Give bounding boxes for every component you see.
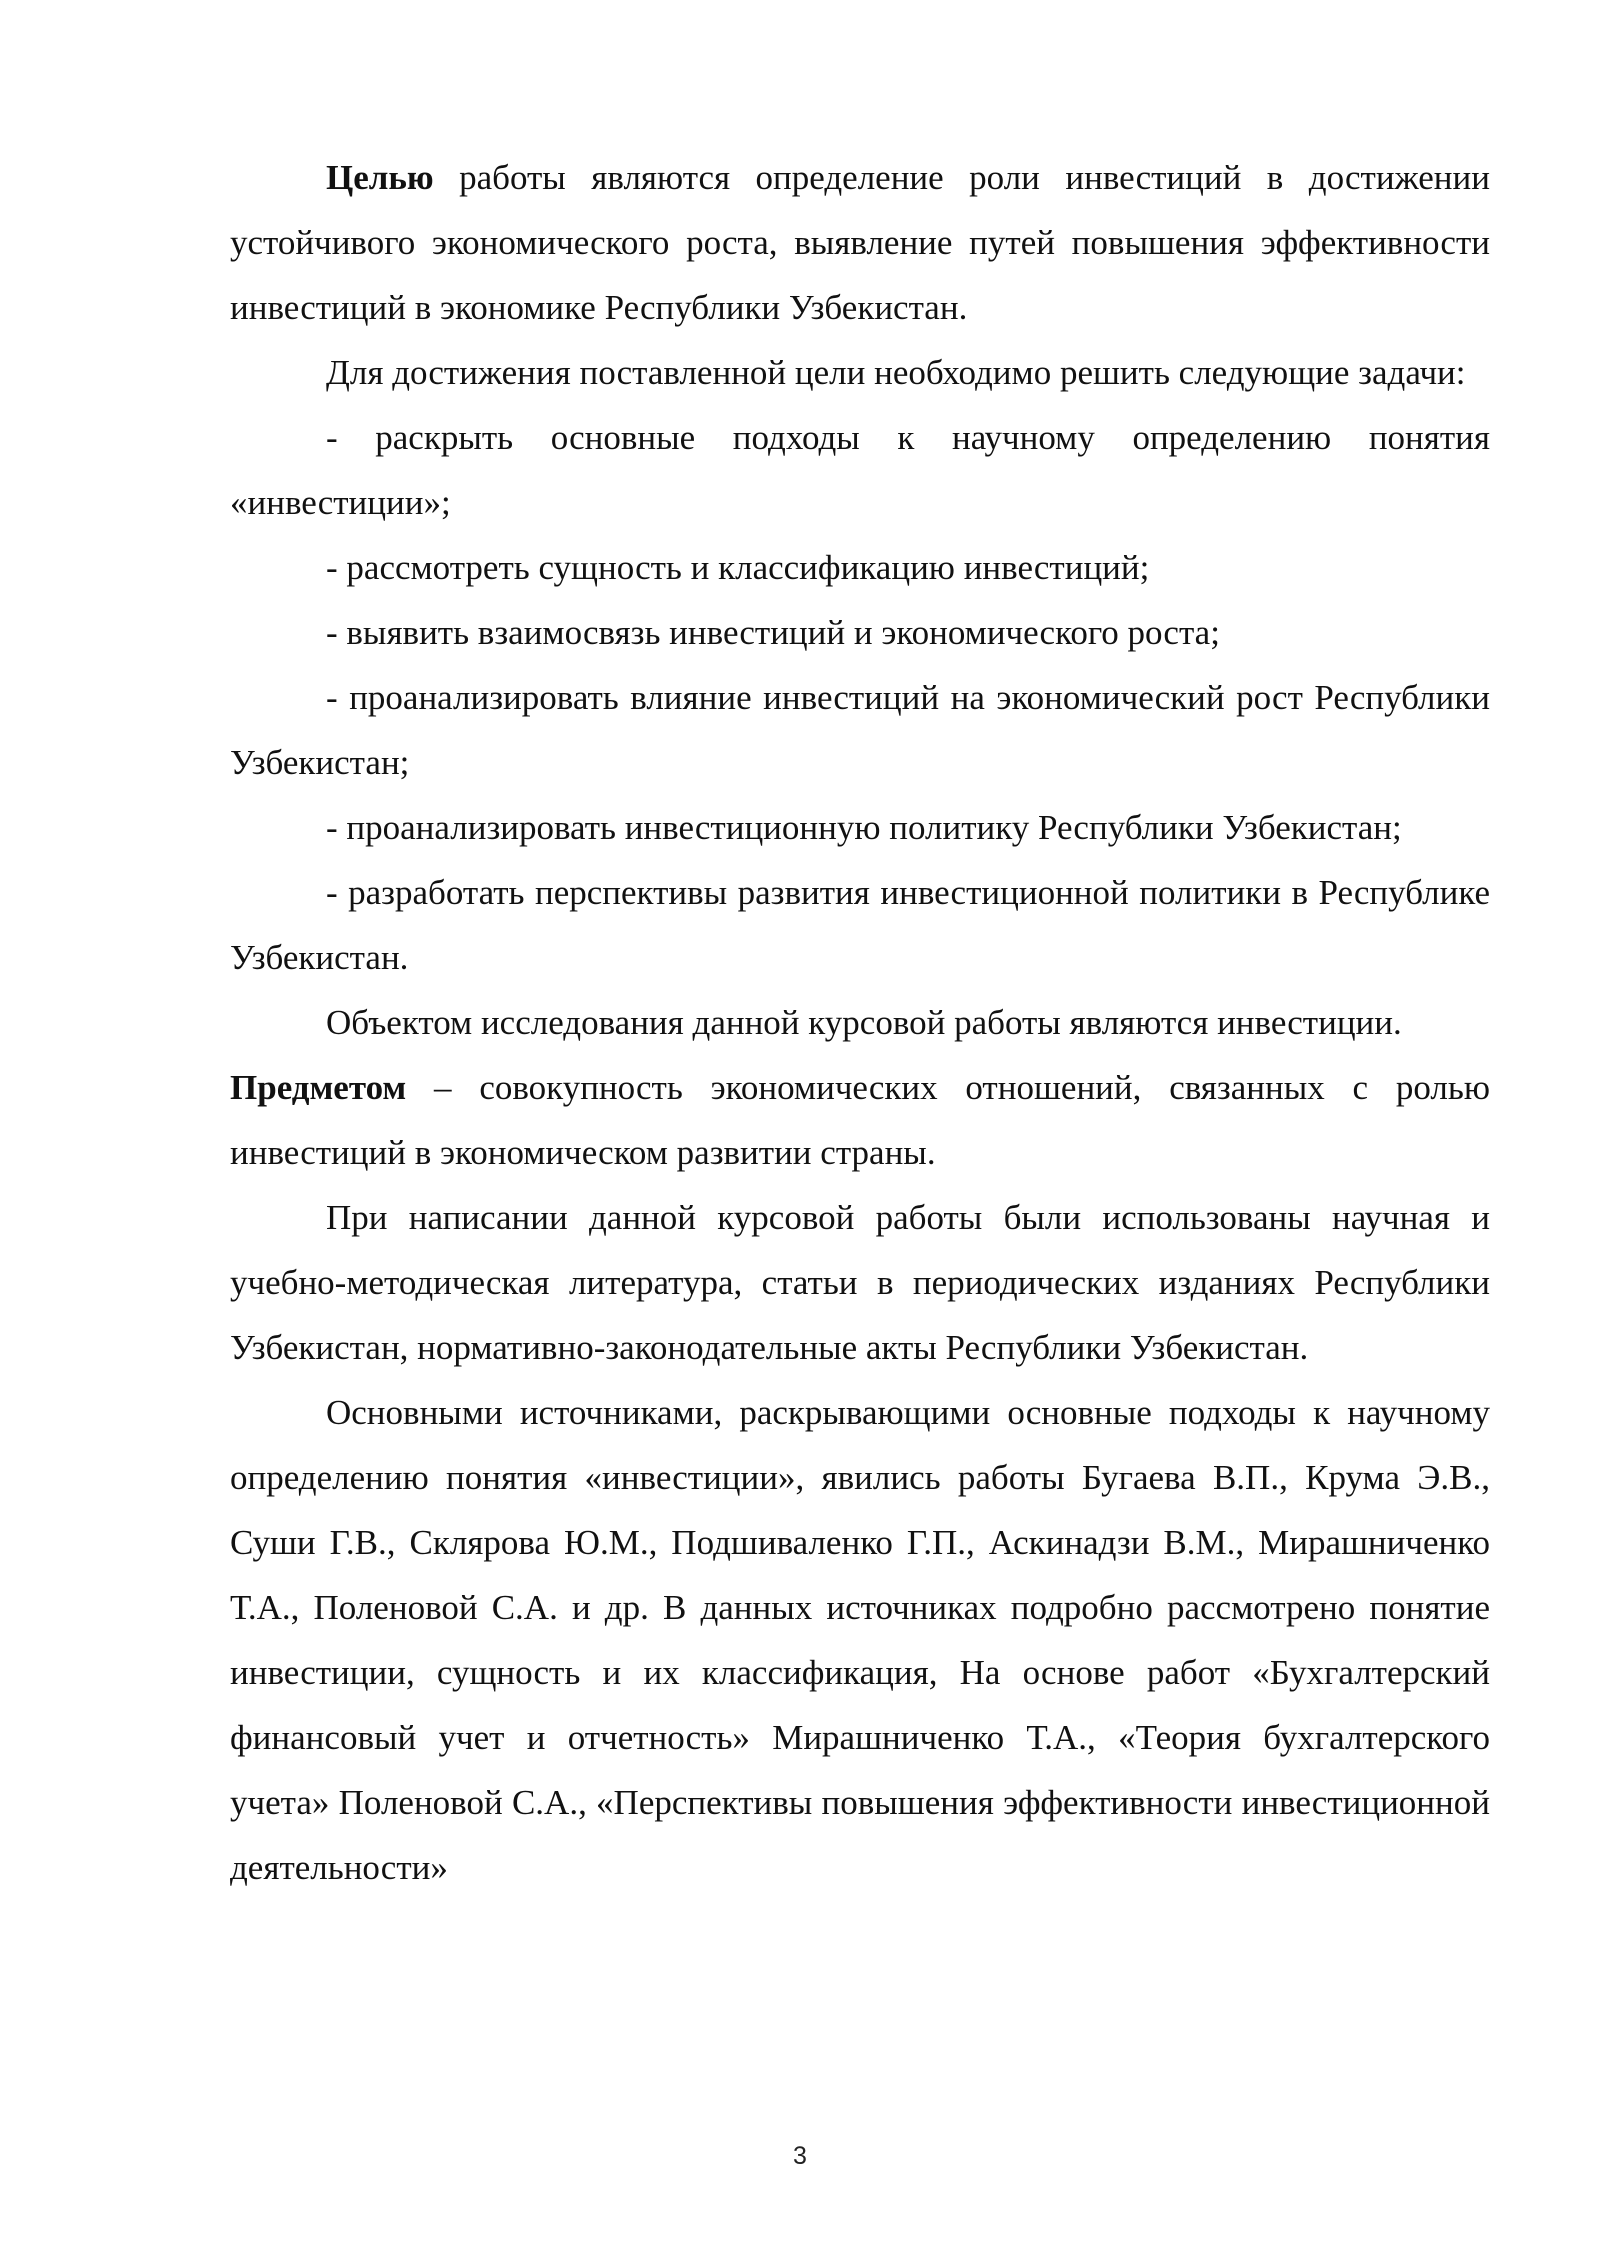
task-item: - раскрыть основные подходы к научному определению понятия «инвестиции»; xyxy=(230,418,1490,522)
goal-lead-bold: Целью xyxy=(326,158,434,197)
paragraph-goal xyxy=(230,145,1490,340)
task-item: - разработать перспективы развития инвестиционной политики в Республике Узбекистан. xyxy=(230,873,1490,977)
body-text xyxy=(230,145,1490,1900)
paragraph-tasks-intro: Для достижения поставленной цели необходимо решить следующие задачи: xyxy=(326,353,1466,392)
task-item: - рассмотреть сущность и классификацию инвестиций; xyxy=(326,548,1150,587)
paragraph-sources: При написании данной курсовой работы были использованы научная и учебно-методическая литература, статьи в периодических изданиях Республики Узбекистан, нормативно-законодательные акты Республики Узбекистан. xyxy=(230,1198,1490,1367)
paragraph-object: Объектом исследования данной курсовой работы являются инвестиции. xyxy=(326,1003,1402,1042)
task-item: - проанализировать влияние инвестиций на экономический рост Республики Узбекистан; xyxy=(230,678,1490,782)
subject-lead-bold: Предметом xyxy=(230,1068,407,1107)
task-item: - выявить взаимосвязь инвестиций и экономического роста; xyxy=(326,613,1220,652)
subject-text: – совокупность экономических отношений, связанных с ролью инвестиций в экономическом развитии страны. xyxy=(230,1068,1490,1172)
paragraph-subject xyxy=(230,1055,1490,1185)
paragraph-main-sources: Основными источниками, раскрывающими основные подходы к научному определению понятия «инвестиции», явились работы Бугаева В.П., Крума Э.В., Суши Г.В., Склярова Ю.М., Подшиваленко Г.П., Аскинадзи В.М., Мирашниченко Т.А., Поленовой С.А. и др. В данных источниках подробно рассмотрено понятие инвестиции, сущность и их классификация, На основе работ «Бухгалтерский финансовый учет и отчетность» Мирашниченко Т.А., «Теория бухгалтерского учета» Поленовой С.А., «Перспективы повышения эффективности инвестиционной деятельности» xyxy=(230,1393,1490,1887)
page-number: 3 xyxy=(793,2142,807,2170)
task-item: - проанализировать инвестиционную политику Республики Узбекистан; xyxy=(326,808,1402,847)
goal-text: работы являются определение роли инвестиций в достижении устойчивого экономического роста, выявление путей повышения эффективности инвестиций в экономике Республики Узбекистан. xyxy=(230,158,1490,327)
